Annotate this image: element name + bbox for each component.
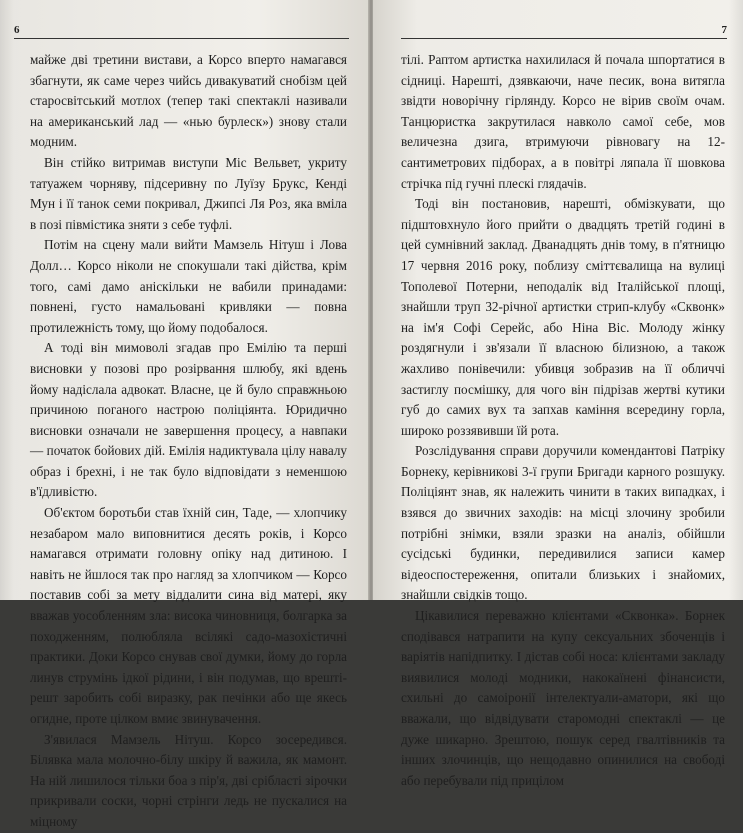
paragraph: Об'єктом боротьби став їхній син, Таде, — хлопчику незабаром мало виповнитися десять років, і Корсо намагався отримати головну опіку над дитиною. І навіть не йшлося так про нагляд за хлопчиком — Корсо поставив собі за мету віддалити сина від матері, яку вважав уособленням зла: висока чиновниця, болгарка за походженням, полюбляла всілякі садо-мазохістичні практики. Доки Корсо снував свої думки, йому до горла линув струмінь ідкої рідини, і він подумав, що врешті-решт заробить собі виразку, рак печінки або ще якесь огидне, проте цілком вмиє звинувачення. <box>30 505 347 726</box>
left-page-number: 6 <box>14 24 20 36</box>
paragraph: З'явилася Мамзель Нітуш. Корсо зосередився. Білявка мала молочно-білу шкіру й важила, як мамонт. На ній лишилося тільки боа з пір'я, дві срібласті зірочки прикривали соски, чорні стрінги ледь не пускалися на міцному <box>30 731 347 829</box>
paragraph: Цікавилися переважно клієнтами «Сквонка». Борнек сподівався натрапити на купу сексуальних збоченців і варіятів напідпитку. І дістав собі носа: клієнтами закладу виявилися молоді модники, накокаїнені фінансисти, схильні до самоіронії інтелектуали-аматори, які що вважали, що відвідувати старомодні спектаклі — це дуже шикарно. Зрештою, пошук серед гвалтівників та інших злочинців, що нещодавно опинилися на свободі або перебували під прицілом <box>401 608 725 788</box>
right-page-text <box>401 50 725 791</box>
right-page-header <box>401 20 727 39</box>
right-page-number: 7 <box>721 24 727 36</box>
left-page-edge <box>0 0 14 600</box>
paragraph: Тоді він постановив, нарешті, обмізкувати, що підштовхнуло його прийти о двадцять третій годині в цей сумнівний заклад. Дванадцять днів тому, в п'ятницю 17 червня 2016 року, поблизу сміттєвалища на вулиці Тополевої Потерни, неподалік від Італійської площі, знайшли труп 32-річної артистки стрип-клубу «Сквонк» на ім'я Софі Серейс, або Ніна Віс. Молоду жінку роздягнули і зв'язали її власною білизною, а також жахливо понівечили: убивця зобразив на її обличчі застиглу посмішку, для чого він підрізав жертві кутики губ до самих вух та запхав каміння всередину горла, широко роззявивши їй рота. <box>401 196 725 438</box>
left-page-text <box>30 50 347 833</box>
paragraph: Потім на сцену мали вийти Мамзель Нітуш і Лова Долл… Корсо ніколи не спокушали такі дійства, крім того, самі дамо аніскільки не вабили принадами: повнені, густо намальовані кривляки — повна протилежність тому, що йому подобалося. <box>30 237 347 335</box>
right-page-edge <box>729 0 743 600</box>
paragraph: тілі. Раптом артистка нахилилася й почала шпортатися в сідниці. Нарешті, дзявкаючи, наче песик, вона витягла звідти новорічну гірлянду. Корсо не вірив своїм очам. Танцюристка закрутилася навколо самої себе, мов величезна дзига, втримуючи рівновагу на 12-сантиметрових підборах, а в повітрі ляпала її шовкова стрічка під гучні плескі глядачів. <box>401 52 725 191</box>
paragraph: Він стійко витримав виступи Міс Вельвет, укриту татуажем чорняву, підсеривну по Луїзу Брукс, Кенді Мун і її танок семи покривал, Джипсі Ля Роз, яка вміла в позі півмістика зняти з себе туфлі. <box>30 154 347 232</box>
paragraph: майже дві третини вистави, а Корсо вперто намагався збагнути, як саме через чийсь дивакуватий снобізм цей старосвітський мотлох (тепер такі спектаклі називали на американський лад — «нью бурлеск») знову стали модним. <box>30 52 347 150</box>
left-page <box>0 0 369 829</box>
paragraph: А тоді він мимоволі згадав про Емілію та перші висновки у позові про розірвання шлюбу, які вдень йому надіслала адвокат. Власне, це й було справжньою причиною поганого настрою поліціянта. Юридично висновки означали не завершення процесу, а навпаки — початок бойових дій. Емілія надиктувала цілу навалу образ і брехні, і не так було відповідати з неменшою в'їдливістю. <box>30 340 347 500</box>
left-page-header <box>14 20 349 39</box>
right-page <box>373 0 743 788</box>
paragraph: Розслідування справи доручили комендантові Патріку Борнеку, керівникові 3-ї групи Бригади карного розшуку. Поліціянт знав, як належить чинити в таких випадках, і взявся до звичних заходів: на місці злочину зробили потрібні знімки, взяли зразки на аналіз, обійшли сусідські будинки, передивилися записи камер відеоспостереження, опитали близьких і знайомих, знайшли свідків тощо. <box>401 443 725 603</box>
